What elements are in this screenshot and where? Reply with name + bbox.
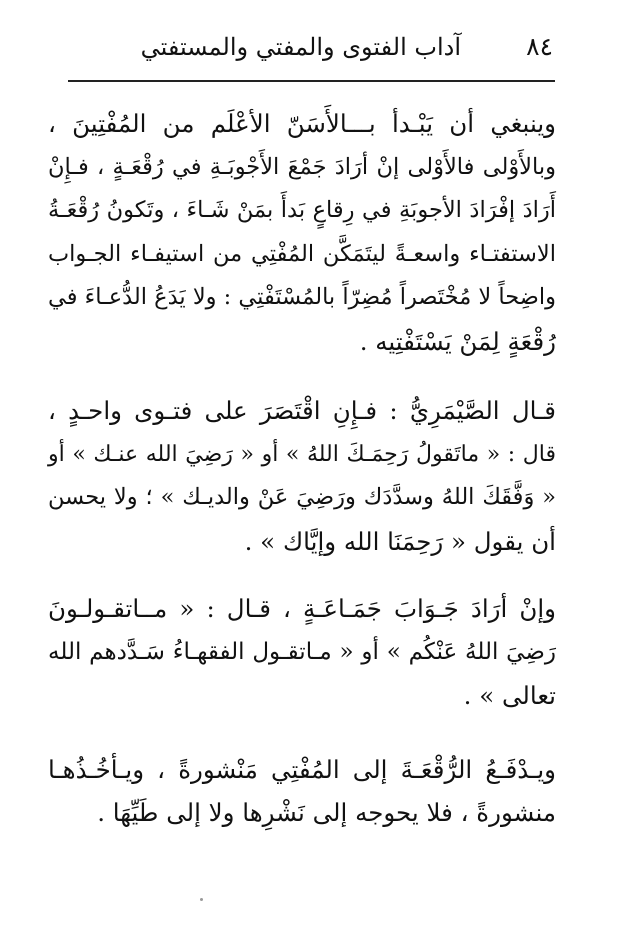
paragraph-3 [48,587,556,718]
text-line: منشورةً ، فلا يحوجه إلى نَشْرِها ولا إلى طَيِّهَا . [97,798,556,827]
text-line: تعالى » . [463,681,556,710]
page-number: ٨٤ [526,32,553,61]
text-line: واضِحاً لا مُخْتَصراً مُضِرّاً بالمُسْتَفْتِي : ولا يَدَعُ الدُّعـاءَ في [48,284,556,310]
text-line: وإنْ أرَادَ جَـوَابَ جَمَـاعَـةٍ ، قـال : « مــاتقـولـونَ [48,594,556,623]
paragraph-2 [48,389,556,563]
text-line: ويـدْفَـعُ الرُّقْعَـةَ إلى المُفْتِي مَنْشورةً ، ويـأخُـذُهـا [48,754,556,784]
text-line: أن يقول « رَحِمَنَا الله وإيَّاك » . [244,526,556,556]
text-line: رَضِيَ اللهُ عَنْكُم » أو « مـاتقـول الفقهـاءُ سَـدَّدهم الله [48,638,556,665]
text-line: « وَفَّقَكَ اللهُ وسدَّدَك ورَضِيَ عَنْ والديـك » ؛ ولا يحسن [48,484,556,510]
text-line: الاستفتـاء واسعـةً ليتَمَكَّن المُفْتِي من استيفـاء الجـواب [48,240,556,267]
page-header [68,30,553,74]
running-title: آداب الفتوى والمفتي والمستفتي [140,33,461,61]
text-line: رُقْعَةٍ لِمَنْ يَسْتَفْتِيه . [359,326,556,356]
text-line: قال : « ماتَقولُ رَحِمَـكَ اللهُ » أو « رَضِيَ الله عنـك » أو [48,441,556,467]
text-line: وبالأَوْلى فالأَوْلى إنْ أرَادَ جَمْعَ الأَجْوبَـةِ في رُقْعَـةٍ ، فـإِنْ [48,153,556,180]
paragraph-4 [48,748,556,835]
print-speck [200,898,203,901]
text-line: وينبغي أن يَبْـدأ بـــالأَسَنّ الأعْلَم من المُفْتِينَ ، [48,109,556,138]
paragraph-1 [48,102,556,363]
text-line: أَرَادَ إفْرَادَ الأجوبَةِ في رِقاعٍ بَدأَ بمَنْ شَـاءَ ، وتَكونُ رُقْعَـةُ [48,197,556,223]
header-rule [68,80,555,82]
text-line: قـال الصَّيْمَرِيُّ : فـإِنِ اقْتَصَرَ على فتـوى واحـدٍ ، [48,396,556,425]
body-text [48,102,556,835]
